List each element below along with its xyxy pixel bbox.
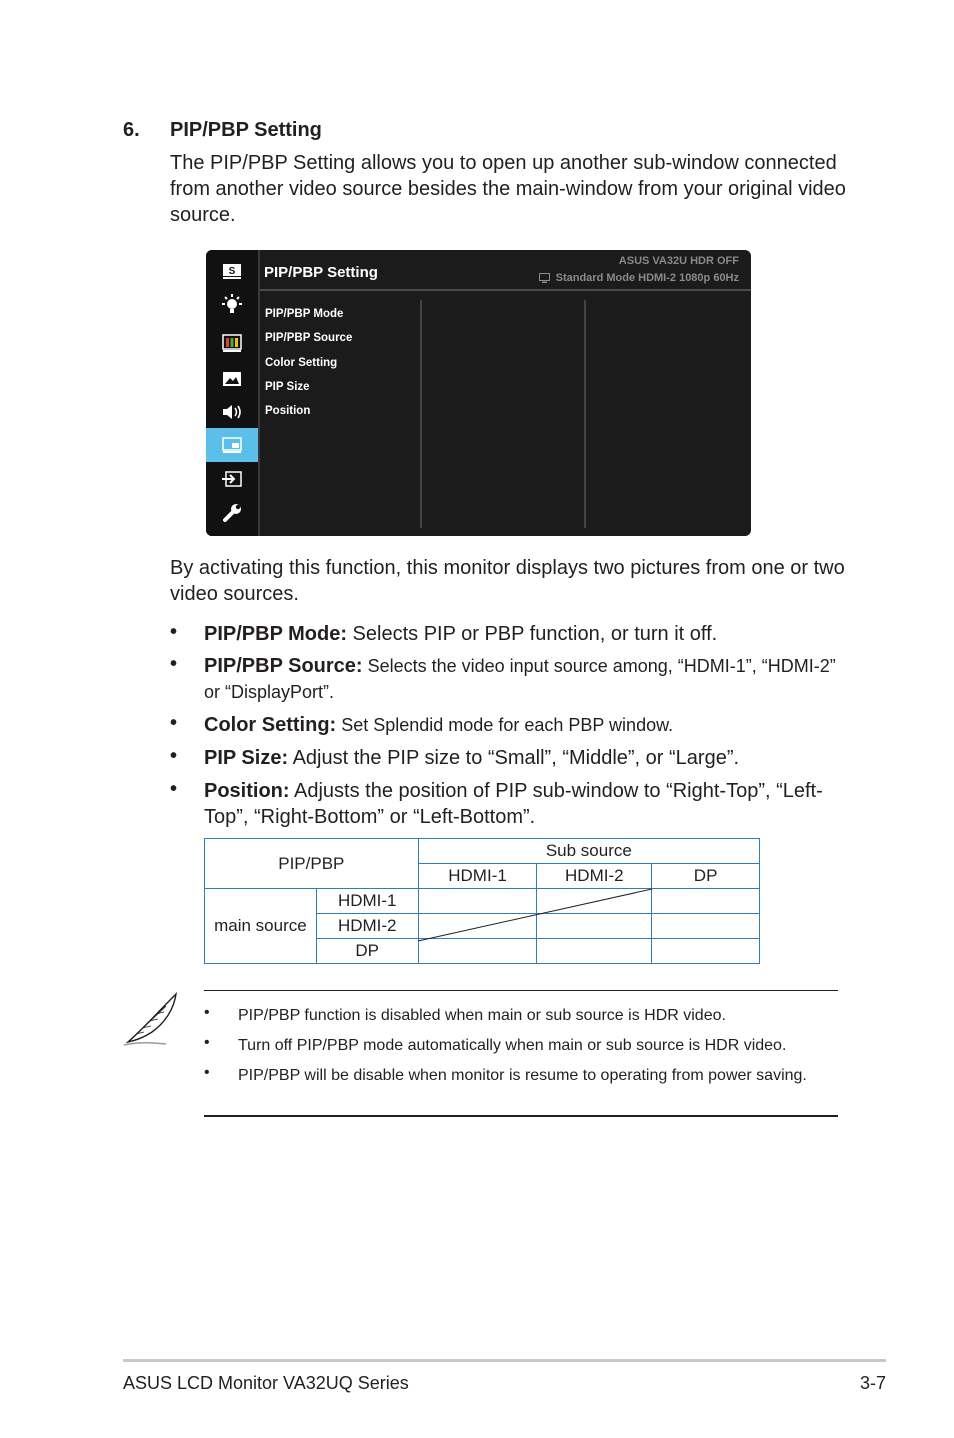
bullet-text: Selects PIP or PBP function, or turn it off. xyxy=(347,623,718,645)
table-cell xyxy=(418,889,537,914)
bullet-text: Set Splendid mode for each PBP window. xyxy=(336,715,674,735)
input-select-icon xyxy=(206,462,258,496)
osd-menu-screenshot xyxy=(206,250,751,536)
osd-sidebar-separator xyxy=(258,250,260,536)
table-main-source: DP xyxy=(316,939,418,964)
osd-status-mode xyxy=(539,272,739,284)
osd-status-mode-text: Standard Mode HDMI-2 1080p 60Hz xyxy=(555,272,739,284)
splendid-icon xyxy=(206,254,258,288)
source-compatibility-table xyxy=(204,838,760,964)
bullet-label: PIP Size: xyxy=(204,747,289,769)
bullet-text: Adjusts the position of PIP sub-window to “Right-Top”, “Left-Top”, “Right-Bottom” or “Left-Bottom”. xyxy=(204,780,823,828)
sound-icon xyxy=(206,395,258,429)
source-table-container xyxy=(204,838,760,969)
osd-menu-list xyxy=(265,307,352,428)
table-main-source: HDMI-2 xyxy=(316,914,418,939)
system-setup-icon xyxy=(206,496,258,530)
description-paragraph: By activating this function, this monitor displays two pictures from one or two video sources. xyxy=(170,557,845,605)
osd-status-model: ASUS VA32U HDR OFF xyxy=(618,255,739,267)
table-cell xyxy=(418,914,537,939)
osd-menu-item-position: Position xyxy=(265,405,311,418)
osd-header-divider xyxy=(260,289,751,291)
note-bottom-rule xyxy=(204,1115,838,1117)
bullet-label: PIP/PBP Mode: xyxy=(204,623,347,645)
table-cell xyxy=(652,914,760,939)
bullet-label: PIP/PBP Source: xyxy=(204,655,363,677)
table-cell xyxy=(418,939,537,964)
section-title: PIP/PBP Setting xyxy=(170,119,322,141)
brightness-icon xyxy=(206,288,258,322)
table-main-source: HDMI-1 xyxy=(316,889,418,914)
table-cell xyxy=(537,889,652,914)
table-main-source-header: main source xyxy=(205,889,317,964)
footer-product-name: ASUS LCD Monitor VA32UQ Series xyxy=(123,1373,409,1393)
monitor-icon xyxy=(539,273,550,283)
color-icon xyxy=(206,326,258,360)
table-sub-source: HDMI-2 xyxy=(537,864,652,889)
bullet-label: Position: xyxy=(204,780,290,802)
table-cell xyxy=(537,939,652,964)
osd-title: PIP/PBP Setting xyxy=(264,264,378,281)
svg-text:S: S xyxy=(228,266,236,277)
osd-menu-item-pip-pbp-source: PIP/PBP Source xyxy=(265,332,353,345)
feather-note-icon xyxy=(122,990,182,1053)
note-text: PIP/PBP will be disable when monitor is resume to operating from power saving. xyxy=(238,1067,807,1084)
section-number: 6. xyxy=(123,119,140,141)
footer-page-number: 3-7 xyxy=(859,1373,886,1393)
table-cell xyxy=(652,889,760,914)
image-icon xyxy=(206,362,258,396)
footer-rule xyxy=(123,1359,886,1362)
table-sub-source: HDMI-1 xyxy=(418,864,537,889)
osd-column-divider xyxy=(420,300,422,528)
pip-pbp-icon xyxy=(206,428,258,462)
bullet-text: Selects the video input source among, “HDMI-1”, “HDMI-2” or “DisplayPort”. xyxy=(204,656,836,702)
osd-menu-item-pip-pbp-mode: PIP/PBP Mode xyxy=(265,308,344,320)
osd-menu-item-pip-size: PIP Size xyxy=(265,380,310,393)
note-text: Turn off PIP/PBP mode automatically when main or sub source is HDR video. xyxy=(238,1037,787,1054)
table-cell xyxy=(652,939,760,964)
osd-menu-item-color-setting: Color Setting xyxy=(265,356,338,369)
osd-sidebar xyxy=(206,250,258,536)
table-cell xyxy=(537,914,652,939)
note-text: PIP/PBP function is disabled when main or sub source is HDR video. xyxy=(238,1007,726,1024)
table-corner-header: PIP/PBP xyxy=(205,839,419,889)
table-sub-source: DP xyxy=(652,864,760,889)
intro-paragraph: The PIP/PBP Setting allows you to open up another sub-window connected from another video source besides the main-window from your original video source. xyxy=(170,152,846,226)
bullet-text: Adjust the PIP size to “Small”, “Middle”, or “Large”. xyxy=(288,747,740,769)
table-sub-source-header: Sub source xyxy=(418,839,759,864)
note-top-rule xyxy=(204,990,838,991)
bullet-label: Color Setting: xyxy=(204,714,337,736)
osd-column-divider xyxy=(584,300,586,528)
